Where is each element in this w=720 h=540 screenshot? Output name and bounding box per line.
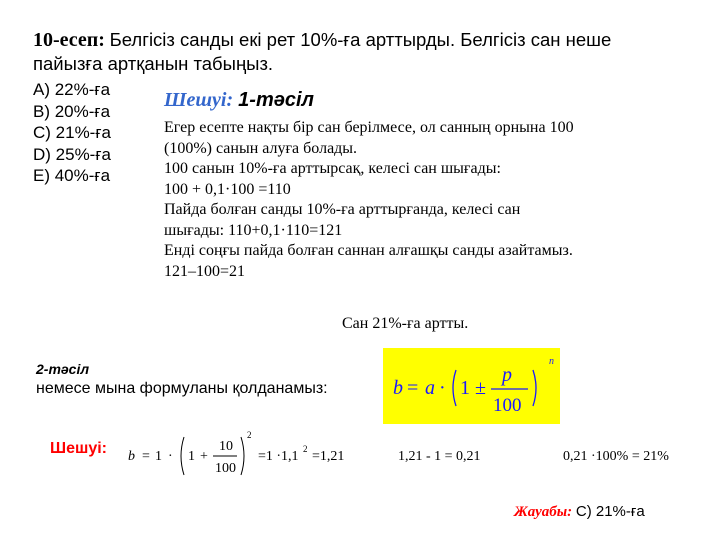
sol2-left-paren xyxy=(181,437,184,475)
sol2-one: 1 xyxy=(155,449,162,464)
sol2-plus: + xyxy=(200,449,208,464)
answer xyxy=(514,503,645,521)
sol2-expr1-rest: =1 ·1,1 xyxy=(258,449,299,464)
sol2-b: b xyxy=(128,449,135,464)
sol2-inner-one: 1 xyxy=(188,449,195,464)
formula-pm: ± xyxy=(475,377,486,399)
solution1-line: 121–100=21 xyxy=(164,262,246,280)
answer-label: Жауабы: xyxy=(514,504,573,520)
formula-svg xyxy=(383,348,560,424)
method2-text: немесе мына формуланы қолданамыз: xyxy=(36,380,328,397)
option-e: Е) 40%-ға xyxy=(33,166,111,185)
formula-den: 100 xyxy=(493,395,522,416)
answer-value: С) 21%-ға xyxy=(575,503,645,520)
options-list xyxy=(33,79,111,187)
sol2-right-paren xyxy=(241,437,244,475)
solution1-line: Егер есепте нақты бір сан берілмесе, ол санның орнына 100 xyxy=(164,119,574,136)
formula-b: b xyxy=(393,377,403,399)
formula-dot: · xyxy=(439,377,446,399)
problem-label: 10-есеп: xyxy=(33,29,105,51)
solution1-body xyxy=(164,118,574,282)
sol2-frac-den: 100 xyxy=(215,461,236,476)
option-d: D) 25%-ға xyxy=(33,144,112,164)
method2-title: 2-тәсіл xyxy=(36,361,90,377)
solution1-line: Енді соңғы пайда болған саннан алғашқы санды азайтамыз. xyxy=(164,242,573,259)
formula-one: 1 xyxy=(460,377,470,399)
solution1-line: 100 санын 10%-ға арттырсақ, келесі сан шығады: xyxy=(164,160,501,177)
formula-box xyxy=(383,348,560,424)
solution1-line: (100%) санын алуға болады. xyxy=(164,139,358,157)
problem-text-2: пайызға артқанын табыңыз. xyxy=(33,53,274,74)
sol2-expr2: 1,21 - 1 = 0,21 xyxy=(398,449,481,464)
problem-text-1: Белгісіз санды екі рет 10%-ға арттырды. Белгісіз сан неше xyxy=(109,29,612,50)
option-a: А) 22%-ға xyxy=(33,80,111,99)
formula-right-paren xyxy=(533,370,536,406)
solution1-line: 100 + 0,1·100 =110 xyxy=(164,180,291,198)
sol2-expr1-end: =1,21 xyxy=(312,449,345,464)
solution1-conclusion: Сан 21%-ға артты. xyxy=(342,315,469,332)
solution2-math xyxy=(122,428,712,488)
solution1-method: 1-тәсіл xyxy=(238,89,314,111)
solution2-label: Шешуі: xyxy=(50,440,107,457)
sol2-dot: · xyxy=(168,449,173,464)
problem-line-1 xyxy=(33,28,611,53)
sol2-eq: = xyxy=(142,449,150,464)
sol2-expr3: 0,21 ·100% = 21% xyxy=(563,449,669,464)
sol2-exp: 2 xyxy=(247,430,252,440)
formula-a: a xyxy=(425,377,435,399)
sol2-exp2: 2 xyxy=(303,444,308,454)
option-b: В) 20%-ға xyxy=(33,101,111,121)
sol2-frac-num: 10 xyxy=(219,439,233,454)
solution1-label: Шешуі: xyxy=(164,89,234,111)
option-c: С) 21%-ға xyxy=(33,123,112,142)
solution1-line: Пайда болған санды 10%-ға арттырғанда, келесі сан xyxy=(164,201,521,218)
formula-exp: n xyxy=(549,356,554,367)
formula-p: p xyxy=(502,364,512,386)
formula-eq: = xyxy=(407,377,419,399)
solution1-line: шығады: 110+0,1·110=121 xyxy=(164,221,343,239)
solution1-heading xyxy=(164,88,314,112)
formula-left-paren xyxy=(453,370,456,406)
